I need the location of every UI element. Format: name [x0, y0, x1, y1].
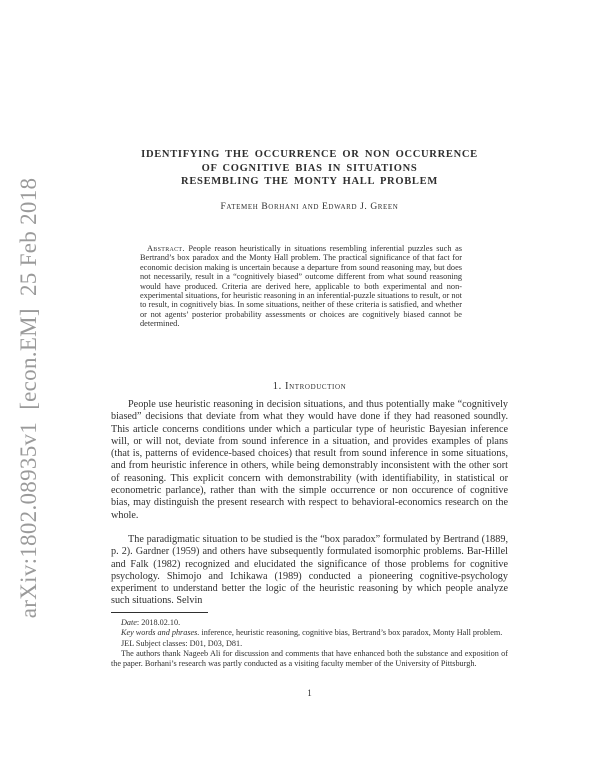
footnote-acknowledgment: The authors thank Nageeb Ali for discussion and comments that have enhanced both the substance and exposition of the paper. Borhani’s research was partly conducted as a visiting faculty member of the University of Pittsburgh.: [111, 648, 508, 669]
footnote-keywords-label: Key words and phrases.: [121, 628, 200, 638]
footnote-jel: JEL Subject classes: D01, D03, D81.: [121, 638, 243, 648]
paper-title-line: OF COGNITIVE BIAS IN SITUATIONS: [201, 162, 418, 174]
arxiv-watermark: arXiv:1802.08935v1 [econ.EM] 25 Feb 2018: [16, 177, 41, 619]
paper-authors: Fatemeh Borhani and Edward J. Green: [220, 202, 399, 212]
paper-title-line: RESEMBLING THE MONTY HALL PROBLEM: [181, 176, 438, 187]
page-content: [111, 148, 508, 728]
footnote-keywords-value: inference, heuristic reasoning, cognitive bias, Bertrand’s box paradox, Monty Hall problem.: [199, 628, 503, 638]
abstract: [140, 244, 462, 329]
paragraph-text: People use heuristic reasoning in decision situations, and thus potentially make “cognitively biased” decisions that deviate from what they would have done if they had reasoned soundly. This article concerns conditions under which a particular type of heuristic Bayesian inference will, or will not, deviate from sound inference in a situation, and provides examples of plans (that is, patterns of evidence-based choices) that result from sound inference in some situations, and from heuristic inference in others, while being demonstrably inconsistent with the other sort of reasoning. This explicit concern with demonstrability (with identifiability, in statistical or econometric parlance), rather than with the simple occurrence or non occurence of cognitive bias, may distinguish the present research with respect to behavioral-economics research on the whole.: [111, 399, 508, 521]
abstract-label: Abstract.: [147, 244, 185, 253]
footnote-keywords: [111, 628, 508, 638]
footnote-date-label: Date: [121, 618, 137, 627]
paper-title-line: IDENTIFYING THE OCCURRENCE OR NON OCCURRENCE: [141, 149, 478, 160]
footnote-date: [111, 618, 508, 628]
paper-title: [111, 148, 508, 189]
intro-paragraph-1: [111, 399, 508, 522]
paragraph-text: The paradigmatic situation to be studied is the “box paradox” formulated by Bertrand (1889, p. 2). Gardner (1959) and others have subsequently formulated isomorphic problems. Bar-Hillel and Falk (1982) recognized and elucidated the significance of those problems for cognitive psychology. Shimojo and Ichikawa (1989) conducted a pioneering cognitive-psychology experiment to understand better the logic of the heuristic reasoning by which people analyze such situations. Selvin: [111, 534, 508, 607]
abstract-text: People reason heuristically in situations resembling inferential puzzles such as Bertrand’s box paradox and the Monty Hall problem. The practical significance of that fact for economic decision making is uncertain because a departure from sound reasoning may, but does not necessarily, result in a “cognitively biased” outcome different from what sound reasoning would have produced. Criteria are derived here, applicable to both experimental and non-experimental situations, for heuristic reasoning in an inferential-puzzle situations to result, or not to result, in cognitively bias. In some situations, neither of these criteria is satisfied, and whether or not agents’ posterior probability assessments or choices are cognitively biased cannot be determined.: [140, 244, 462, 329]
footnotes: [111, 618, 508, 669]
footnote-rule: [111, 612, 208, 613]
intro-paragraph-2: [111, 534, 508, 608]
footnote-date-value: : 2018.02.10.: [136, 618, 181, 627]
page-number: 1: [307, 688, 312, 698]
section-heading: 1. Introduction: [272, 381, 347, 392]
